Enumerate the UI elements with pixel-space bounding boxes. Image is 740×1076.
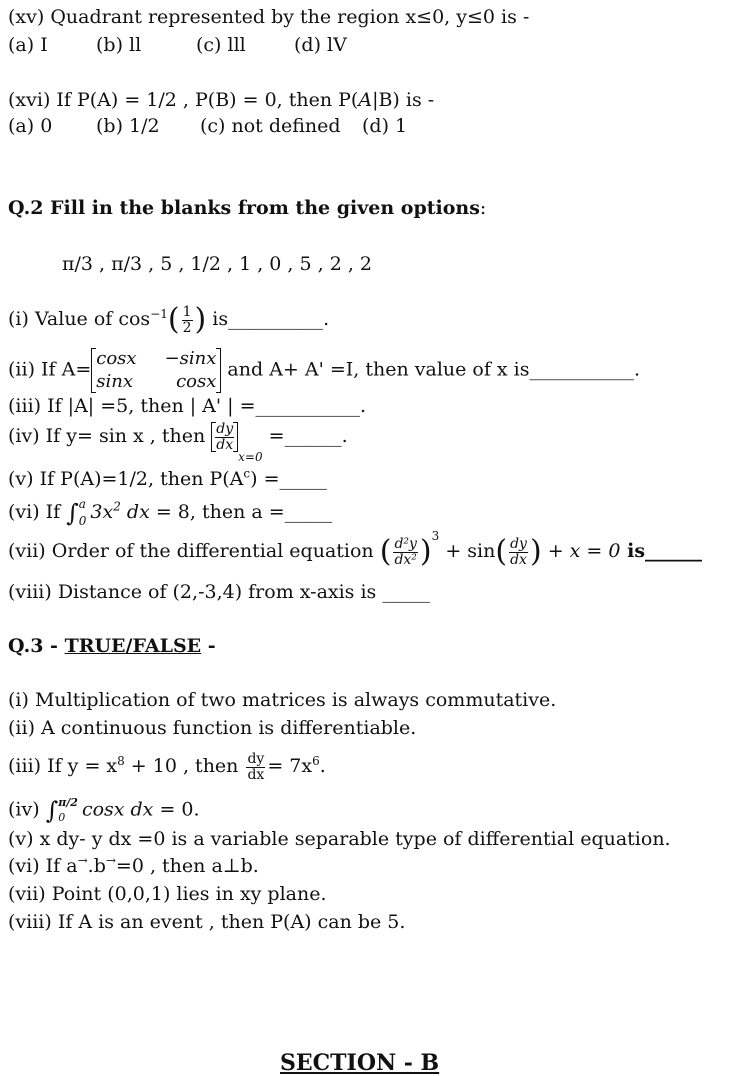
option-d: (d) 1: [362, 115, 408, 137]
fraction-denominator: 2: [182, 319, 192, 336]
q2-vii-plus: + sin: [439, 540, 496, 563]
q3-item-viii: (viii) If A is an event , then P(A) can be 5.: [8, 911, 406, 933]
matrix-cell: sinx: [96, 370, 133, 392]
q3-heading-pre: Q.3 -: [8, 635, 65, 657]
q2-vi-sup: 2: [113, 499, 121, 514]
q3-item-iv: [8, 795, 200, 826]
q3-item-iii: [8, 752, 326, 782]
right-paren: ): [419, 534, 432, 570]
q2-vii-post: is______: [620, 540, 703, 563]
q2-v-pre: (v) If P(A)=1/2, then P(A: [8, 468, 244, 490]
q3-vi-post: =0 , then a⊥b.: [115, 855, 259, 877]
integral-limits: [79, 496, 87, 530]
q3-heading: [8, 637, 216, 656]
fraction-denominator: dx: [510, 551, 527, 568]
fraction-denominator: dx²: [394, 551, 417, 568]
q2-i-pre: (i) Value of cos: [8, 308, 151, 331]
q3-item-ii: (ii) A continuous function is differentiable.: [8, 717, 417, 739]
q3-heading-underlined: TRUE/FALSE: [64, 635, 202, 657]
fraction-numerator: 1: [182, 304, 192, 320]
q3-heading-post: -: [201, 635, 216, 657]
right-paren: ): [194, 302, 207, 338]
q2-iv-fraction: [215, 422, 234, 452]
integral-sign: ∫: [66, 498, 79, 527]
q2-i-fraction: [182, 305, 193, 335]
q1-xvi-pre: (xvi) If P(A) = 1/2 , P(B) = 0, then P(: [8, 89, 359, 111]
option-d: (d) lV: [294, 34, 347, 56]
q2-iv-post: =______.: [262, 425, 348, 448]
q2-heading: [8, 199, 486, 218]
fraction-numerator: dy: [510, 536, 527, 552]
q2-vii-fraction-2: [509, 537, 528, 567]
q2-iv-pre: (iv) If y= sin x , then: [8, 425, 212, 448]
q3-iv-post: = 0.: [153, 798, 200, 821]
q1-xvi-options: [8, 117, 407, 136]
q2-item-vi: [8, 496, 332, 530]
q3-iii-end: .: [319, 755, 326, 778]
q1-xvi-question: [8, 91, 434, 110]
q2-item-iv: [8, 421, 348, 464]
q2-v-post: ) =_____: [250, 468, 328, 490]
integral-limits: [58, 795, 78, 826]
q2-iv-sub: x=0: [238, 449, 263, 464]
q2-item-v: [8, 466, 328, 490]
matrix-a: [91, 348, 221, 393]
option-a: (a) 0: [8, 115, 53, 137]
upper-limit: a: [78, 497, 86, 511]
q2-i-sup: −1: [150, 306, 168, 321]
q3-iii-sup: 8: [117, 753, 125, 768]
q2-heading-text: Q.2 Fill in the blanks from the given options: [8, 197, 480, 219]
vector-arrow-icon: →: [105, 853, 116, 868]
q3-iv-expr: cosx dx: [81, 798, 154, 821]
fraction-denominator: dx: [247, 766, 265, 783]
lower-limit: 0: [78, 513, 87, 528]
left-paren: (: [495, 534, 508, 570]
q3-iii-fraction: [246, 752, 265, 782]
fraction-denominator: dx: [216, 436, 234, 453]
q2-item-vii: [8, 528, 703, 570]
q2-i-post: is__________.: [206, 308, 330, 331]
fraction-numerator: dy: [247, 751, 265, 767]
q1-xvi-a: A: [358, 89, 373, 111]
q3-item-vi: [8, 853, 259, 877]
option-c: (c) not defined: [200, 115, 341, 137]
q3-iii-mid: + 10 , then: [124, 755, 245, 778]
q3-vi-pre: (vi) If a: [8, 855, 78, 877]
vector-arrow-icon: →: [77, 853, 88, 868]
q3-iii-sup2: 6: [312, 753, 320, 768]
q2-vii-power: 3: [431, 528, 440, 543]
fraction-numerator: dy: [216, 421, 234, 437]
q2-vi-pre: (vi) If: [8, 500, 67, 523]
q2-vii-eq: + x = 0: [541, 540, 621, 563]
q1-xv-question: (xv) Quadrant represented by the region x≤0, y≤0 is -: [8, 6, 530, 28]
option-a: (a) I: [8, 34, 48, 56]
q3-item-vii: (vii) Point (0,0,1) lies in xy plane.: [8, 883, 327, 905]
q3-vi-mid: .b: [87, 855, 106, 877]
q2-options-line: π/3 , π/3 , 5 , 1/2 , 1 , 0 , 5 , 2 , 2: [62, 253, 373, 275]
q2-item-i: [8, 302, 330, 338]
fraction-numerator: d²y: [394, 536, 417, 552]
q2-ii-post: and A+ A' =I, then value of x is___________.: [221, 358, 641, 381]
q2-v-sup: c: [243, 466, 251, 481]
q3-iv-pre: (iv): [8, 798, 46, 821]
q1-xv-options: [8, 36, 347, 55]
right-paren: ): [529, 534, 542, 570]
q3-iii-post: = 7x: [267, 755, 313, 778]
left-paren: (: [379, 534, 392, 570]
integral-sign: ∫: [45, 796, 59, 825]
q3-item-i: (i) Multiplication of two matrices is always commutative.: [8, 689, 557, 711]
left-paren: (: [167, 302, 180, 338]
option-b: (b) ll: [96, 34, 142, 56]
option-c: (c) lll: [196, 34, 246, 56]
lower-limit: 0: [58, 811, 66, 825]
q2-item-iii: (iii) If |A| =5, then | A' | =___________.: [8, 395, 367, 417]
q2-ii-pre: (ii) If A=: [8, 358, 92, 381]
q2-vi-post: = 8, then a =_____: [149, 500, 333, 523]
matrix-cell: −sinx: [164, 348, 217, 369]
q3-iii-pre: (iii) If y = x: [8, 755, 118, 778]
q2-item-ii: [8, 348, 640, 393]
upper-limit: π/2: [58, 796, 78, 809]
q3-item-v: (v) x dy- y dx =0 is a variable separable type of differential equation.: [8, 828, 671, 850]
q2-item-viii: (viii) Distance of (2,-3,4) from x-axis is _____: [8, 581, 430, 603]
section-b-heading: SECTION - B: [280, 1050, 440, 1076]
matrix-cell: cosx: [96, 348, 137, 369]
q2-heading-colon: :: [479, 197, 487, 219]
option-b: (b) 1/2: [96, 115, 160, 137]
q2-vi-expr: 3x: [90, 500, 114, 523]
bracket: [211, 422, 238, 452]
q2-vii-fraction-1: [393, 537, 417, 567]
q2-vii-pre: (vii) Order of the differential equation: [8, 540, 380, 563]
matrix-cell: cosx: [176, 370, 217, 392]
q1-xvi-post: |B) is -: [372, 89, 435, 111]
q2-vi-expr2: dx: [120, 500, 150, 523]
